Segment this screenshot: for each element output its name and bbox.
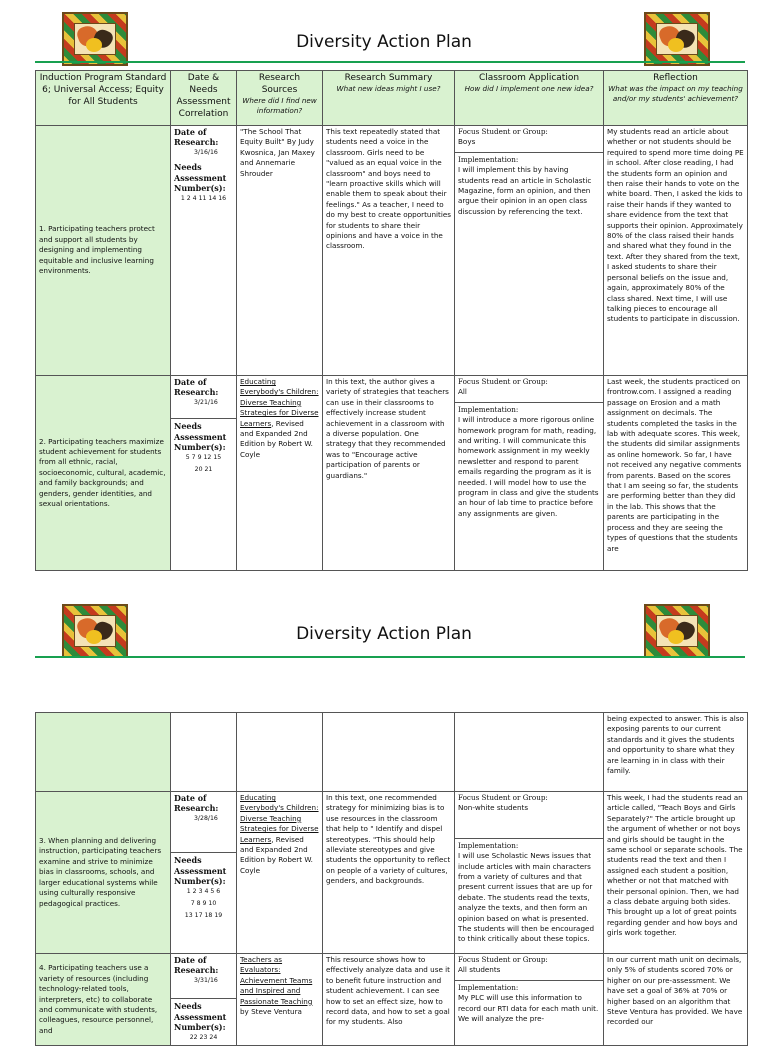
date-cell [171, 713, 237, 792]
header-application: Classroom Application How did I implement one new idea? [455, 71, 604, 126]
summary-cell: This text repeatedly stated that students need a voice in the classroom. Girls need to be "valued as an equal voice in the classroom" and boys need to "learn proactive skills which will enable them to speak about their feelings." As a teacher, I need to do my best to create opportunities for students to share their opinions and have a voice in the classroom. [323, 126, 455, 376]
source-cell: Teachers as Evaluators: Achievement Teams and Inspired and Passionate Teaching by Steve Ventura [237, 954, 323, 1046]
date-cell: Date of Research: 3/31/16 Needs Assessment Number(s): 22 23 24 [171, 954, 237, 1046]
date-cell: Date of Research: 3/28/16 Needs Assessment Number(s): 1 2 3 4 5 6 7 8 9 10 13 17 18 19 [171, 792, 237, 954]
application-cell: Focus Student or Group: All students Implementation: My PLC will use this information to record our RTI data for each math unit. We will analyze the pre- [455, 954, 604, 1046]
table-row [36, 954, 748, 1046]
divider [35, 656, 745, 658]
standard-cell: 1. Participating teachers protect and support all students by designing and implementing equitable and inclusive learning environments. [36, 126, 171, 376]
header-date: Date & Needs Assessment Correlation [171, 71, 237, 126]
summary-cell: This resource shows how to effectively analyze data and use it to benefit future instruction and student achievement. I can see how to set an effect size, how to record data, and how to set a goal for my students. Also [323, 954, 455, 1046]
table-row [36, 376, 748, 571]
source-cell [237, 713, 323, 792]
standard-cell: 3. When planning and delivering instruction, participating teachers examine and strive to minimize bias in classrooms, schools, and larger educational systems while using culturally responsive pedagogical practices. [36, 792, 171, 954]
reflection-cell: being expected to answer. This is also exposing parents to our current standards and it gives the students and opportunity to share what they are learning in in class with their family. [604, 713, 748, 792]
header-reflection: Reflection What was the impact on my teaching and/or my students' achievement? [604, 71, 748, 126]
reflection-cell: My students read an article about whether or not students should be required to spend more time doing PE in school. After close reading, I had the students form an opinion and then raise their hands to vote on the white board. Then, I asked the kids to raise their hands if they wanted to share evidence from the text that supports their opinion. Approximately 80% of the class raised their hands and shared what they found in the text. After they shared from the text, I asked students to share their personal beliefs on the issue and, again, approximately 80% of the class shared. Next time, I will use talking pieces to encourage all students to participate in discussion. [604, 126, 748, 376]
plan-table-page1 [35, 70, 748, 571]
date-cell: Date of Research: 3/16/16 Needs Assessment Number(s): 1 2 4 11 14 16 [171, 126, 237, 376]
divider [35, 61, 745, 63]
application-cell: Focus Student or Group: Boys Implementation: I will implement this by having students read an article in Scholastic Magazine, form an opinion, and then argue their opinion in an open class discussion by referencing the text. [455, 126, 604, 376]
standard-cell: 2. Participating teachers maximize student achievement for students from all ethnic, racial, socioeconomic, cultural, academic, and family backgrounds; and genders, gender identities, and sexual orientations. [36, 376, 171, 571]
header-summary: Research Summary What new ideas might I use? [323, 71, 455, 126]
source-cell: Educating Everybody's Children: Diverse Teaching Strategies for Diverse Learners, Revised and Expanded 2nd Edition by Robert W. Coyle [237, 376, 323, 571]
page-title: Diversity Action Plan [296, 624, 472, 644]
summary-cell: In this text, the author gives a variety of strategies that teachers can use in their classrooms to effectively increase student achievement in a classroom with a diverse population. One strategy that they recommended was to "Encourage active participation of parents or guardians." [323, 376, 455, 571]
summary-cell [323, 713, 455, 792]
table-row [36, 713, 748, 792]
reflection-cell: Last week, the students practiced on frontrow.com. I assigned a reading passage on Erosion and a math assignment on decimals. The students completed the tasks in the lab with adequate scores. This week, the students did similar assignments as online homework. So far, I have not received any negative comments from parents. Based on the scores that I am seeing so far, the students are performing better than they did in the lab. This shows that the parents are participating in the process and they are seeing the types of questions that the students are [604, 376, 748, 571]
plan-table-page2 [35, 712, 748, 1046]
application-cell: Focus Student or Group: All Implementation: I will introduce a more rigorous online homework program for math, reading, and writing. I will communicate this homework assignment in my weekly newsletter and respond to parent emails regarding the program as it is needed. I will model how to use the program in class and give the students an hour of lab time to practice before any assignments are given. [455, 376, 604, 571]
reflection-cell: This week, I had the students read an article called, "Teach Boys and Girls Separately?" The article brought up the argument of whether or not boys and girls should be taught in the same school or separate schools. The students read the text and then I assigned each student a position, whether or not that matched with their personal opinion. Then, we had a class debate arguing both sides. This brought up a lot of great points regarding gender and how boys and girls work together. [604, 792, 748, 954]
source-cell: Educating Everybody's Children: Diverse Teaching Strategies for Diverse Learners, Revised and Expanded 2nd Edition by Robert W. Coyle [237, 792, 323, 954]
header-sources: Research Sources Where did I find new information? [237, 71, 323, 126]
page-title: Diversity Action Plan [296, 32, 472, 52]
header-standard: Induction Program Standard 6; Universal Access; Equity for All Students [36, 71, 171, 126]
application-cell [455, 713, 604, 792]
application-cell: Focus Student or Group: Non-white students Implementation: I will use Scholastic News issues that include articles with main characters from a variety of cultures and that present current issues that are up for debate. The students read the texts, analyze the texts, and then form an opinion based on what is presented. The students will then be encouraged to think critically about these topics. [455, 792, 604, 954]
date-cell: Date of Research: 3/21/16 Needs Assessment Number(s): 5 7 9 12 15 20 21 [171, 376, 237, 571]
source-cell: "The School That Equity Built" By Judy Kwosnica, Jan Maxey and Annemarie Shrouder [237, 126, 323, 376]
summary-cell: In this text, one recommended strategy for minimizing bias is to use resources in the classroom that help to " Identify and dispel stereotypes. "This should help alleviate stereotypes and give students the opportunity to reflect on people of a variety of cultures, genders, and backgrounds. [323, 792, 455, 954]
standard-cell: 4. Participating teachers use a variety of resources (including technology-related tools, interpreters, etc) to collaborate and communicate with students, colleagues, resource personnel, and [36, 954, 171, 1046]
table-row [36, 792, 748, 954]
reflection-cell: In our current math unit on decimals, only 5% of students scored 70% or higher on our pre-assessment. We have set a goal of 36% at 70% or higher based on an algorithm that Steve Ventura has provided. We have recorded our [604, 954, 748, 1046]
standard-cell [36, 713, 171, 792]
table-row [36, 126, 748, 376]
